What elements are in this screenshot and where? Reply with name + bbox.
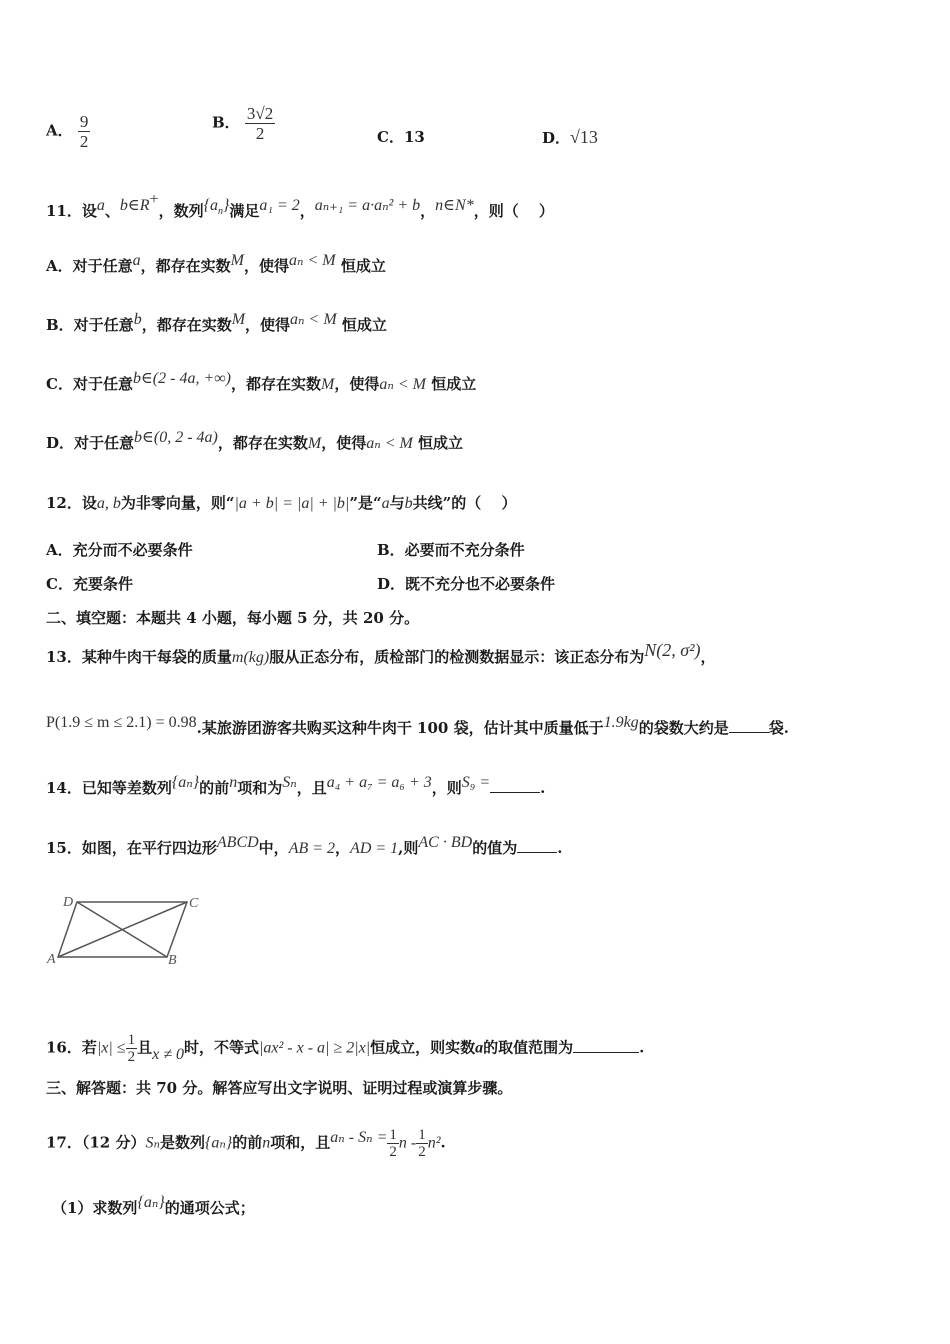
parallelogram-figure bbox=[44, 890, 214, 970]
question-14: 14．已知等差数列{aₙ}的前n项和为Sₙ，且a₄ + a₇ = a₆ + 3，则S₉ = . bbox=[46, 774, 546, 797]
answer-blank[interactable] bbox=[729, 718, 769, 733]
fraction: $\frac{1}{2}$ bbox=[418, 1127, 426, 1160]
answer-blank[interactable] bbox=[517, 838, 557, 853]
diagonal-bd bbox=[77, 902, 167, 957]
fraction: $\frac{9}{2}$ bbox=[79, 112, 89, 151]
question-13-line2: P(1.9 ≤ m ≤ 2.1) = 0.98.某旅游团游客共购买这种牛肉干 100 袋，估计其中质量低于1.9kg的袋数大约是 袋. bbox=[46, 714, 789, 737]
question-17: 17．（12 分）Sₙ是数列{aₙ}的前n项和，且aₙ - Sₙ = $\frac{1}{2}$ n - $\frac{1}{2}$ n². bbox=[46, 1127, 446, 1160]
option-letter: A． bbox=[46, 121, 73, 140]
vertex-label-c: C bbox=[189, 896, 199, 911]
question-15: 15．如图，在平行四边形ABCD中，AB = 2，AD = 1,则AC · BD的值为 . bbox=[46, 834, 563, 857]
section-3-heading: 三、解答题：共 70 分。解答应写出文字说明、证明过程或演算步骤。 bbox=[46, 1079, 513, 1097]
q11-option-d: D．对于任意b∈(0, 2 - 4a)，都存在实数M，使得aₙ < M 恒成立 bbox=[46, 429, 464, 452]
q12-option-b: B．必要而不充分条件 bbox=[377, 541, 525, 559]
question-17-part-1: （1）求数列{aₙ}的通项公式； bbox=[52, 1194, 255, 1217]
section-2-heading: 二、填空题：本题共 4 小题，每小题 5 分，共 20 分。 bbox=[46, 609, 420, 627]
q10-option-a bbox=[46, 112, 90, 151]
sequence-an: $\{a_n\}$ bbox=[203, 197, 230, 218]
q12-option-a: A．充分而不必要条件 bbox=[46, 541, 193, 559]
vertex-label-b: B bbox=[168, 953, 177, 968]
answer-blank[interactable] bbox=[573, 1038, 639, 1053]
vertex-label-a: A bbox=[47, 952, 56, 967]
question-13-line1: 13．某种牛肉干每袋的质量m(kg)服从正态分布，质检部门的检测数据显示：该正态分布为N(2, σ²)， bbox=[46, 640, 716, 666]
q11-option-b: B．对于任意b，都存在实数M，使得aₙ < M 恒成立 bbox=[46, 311, 387, 334]
q11-option-c: C．对于任意b∈(2 - 4a, +∞)，都存在实数M，使得aₙ < M 恒成立 bbox=[46, 370, 477, 393]
q12-option-c: C．充要条件 bbox=[46, 575, 133, 593]
q10-option-b bbox=[212, 104, 275, 143]
fraction: $\frac{1}{2}$ bbox=[127, 1032, 136, 1065]
fraction: $\frac{1}{2}$ bbox=[389, 1127, 397, 1160]
q12-option-d: D．既不充分也不必要条件 bbox=[377, 575, 556, 593]
q10-option-c: C．13 bbox=[377, 128, 425, 146]
option-letter: B． bbox=[212, 113, 240, 132]
question-11: 11．设a、b∈R+，数列$\{a_n\}$满足a₁ = 2，aₙ₊₁ = a·aₙ² + b，n∈N*，则（ ） bbox=[46, 191, 554, 220]
answer-blank[interactable] bbox=[490, 778, 540, 793]
q10-option-d: D．√13 bbox=[542, 127, 598, 147]
vertex-label-d: D bbox=[63, 895, 74, 910]
question-12: 12．设a, b为非零向量，则“|a + b| = |a| + |b|”是“a与b共线”的（ ） bbox=[46, 494, 517, 512]
fraction: $\frac{3√2}{2}$ bbox=[246, 104, 274, 143]
question-16: 16．若|x| ≤ $\frac{1}{2}$ 且x ≠ 0时，不等式|ax² - x - a| ≥ 2|x|恒成立，则实数a的取值范围为 . bbox=[46, 1032, 645, 1065]
q11-option-a: A．对于任意a，都存在实数M，使得aₙ < M 恒成立 bbox=[46, 252, 386, 275]
